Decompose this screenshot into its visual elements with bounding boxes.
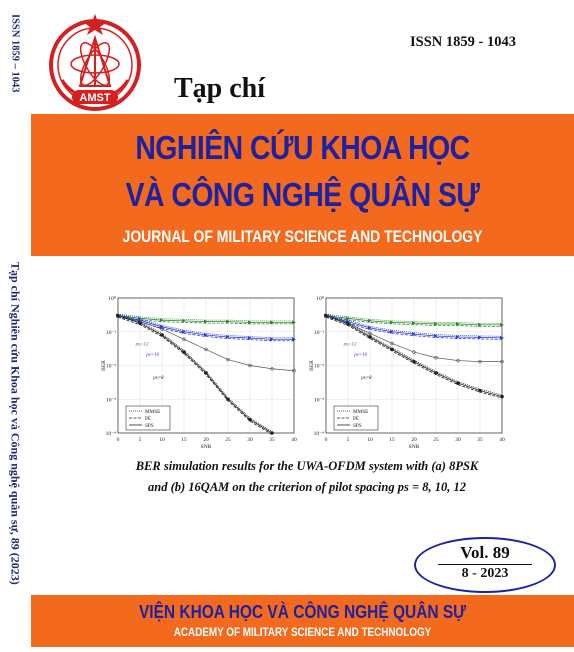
legend-label: PE xyxy=(353,416,360,422)
x-tick-label: 30 xyxy=(455,437,461,443)
y-tick-label: 10⁻³ xyxy=(105,397,116,404)
x-axis-label: SNR xyxy=(200,444,212,450)
publisher-banner xyxy=(31,595,574,647)
x-tick-label: 20 xyxy=(203,437,209,443)
publisher-name-vi: VIỆN KHOA HỌC VÀ CÔNG NGHỆ QUÂN SỰ xyxy=(138,602,467,622)
spine-issn xyxy=(4,14,26,104)
series-annotation: ps=12 xyxy=(343,342,357,348)
data-point xyxy=(478,389,482,393)
title-line-2: VÀ CÔNG NGHỆ QUÂN SỰ xyxy=(125,176,480,213)
legend-label: SPS xyxy=(353,423,362,429)
x-tick-label: 10 xyxy=(367,437,373,443)
figure-caption-line-1: BER simulation results for the UWA-OFDM system with (a) 8PSK xyxy=(135,459,479,473)
legend-label: SPS xyxy=(145,423,154,429)
spine-title-text: Tạp chí Nghiên cứu Khoa học và Công nghệ quân sự, 89 (2023) xyxy=(8,262,23,585)
data-point xyxy=(346,322,350,326)
chart-svg xyxy=(308,290,512,455)
y-tick-label: 10⁻¹ xyxy=(313,329,324,336)
amst-logo xyxy=(40,8,150,118)
amst-logo-icon xyxy=(40,8,150,118)
x-tick-label: 35 xyxy=(477,437,483,443)
data-point xyxy=(116,314,120,318)
data-point xyxy=(324,314,328,318)
x-tick-label: 0 xyxy=(324,437,328,443)
volume-number: Vol. 89 xyxy=(460,543,510,562)
series-annotation: ps=10 xyxy=(146,353,159,359)
series-annotation: ps=12 xyxy=(135,342,149,348)
x-tick-label: 5 xyxy=(138,437,142,443)
data-point xyxy=(226,397,230,401)
x-tick-label: 15 xyxy=(181,437,187,443)
x-tick-label: 40 xyxy=(499,437,505,443)
y-tick-label: 10⁻² xyxy=(313,363,324,370)
data-point xyxy=(138,321,142,325)
spine-title xyxy=(4,262,26,592)
x-tick-label: 25 xyxy=(225,437,231,443)
data-point xyxy=(248,418,252,422)
x-tick-label: 10 xyxy=(159,437,165,443)
y-tick-label: 10⁻³ xyxy=(313,397,324,404)
y-tick-label: 10⁻² xyxy=(105,363,116,370)
spine-issn-text: ISSN 1859 – 1043 xyxy=(9,14,21,93)
x-tick-label: 25 xyxy=(433,437,439,443)
ber-chart-16qam xyxy=(308,290,512,455)
x-tick-label: 35 xyxy=(269,437,275,443)
data-point xyxy=(204,371,208,375)
issn-label: ISSN 1859 - 1043 xyxy=(410,34,516,50)
y-tick-label: 10⁻¹ xyxy=(105,329,116,336)
series-annotation: ps=8 xyxy=(153,376,164,381)
data-point xyxy=(368,335,372,339)
y-axis-label: BER xyxy=(309,360,315,371)
x-tick-label: 30 xyxy=(247,437,253,443)
chart-svg xyxy=(100,290,304,455)
series-annotation: ps=10 xyxy=(354,353,367,359)
data-point xyxy=(412,360,416,364)
y-tick-label: 10⁰ xyxy=(316,296,324,302)
logo-text: AMST xyxy=(79,92,111,104)
data-point xyxy=(182,350,186,354)
data-point xyxy=(434,371,438,375)
journal-label: Tạp chí xyxy=(174,73,266,104)
x-tick-label: 20 xyxy=(411,437,417,443)
volume-badge xyxy=(414,537,556,593)
data-point xyxy=(500,395,504,399)
y-tick-label: 10⁰ xyxy=(108,296,116,302)
y-tick-label: 10⁻⁴ xyxy=(313,431,324,437)
x-tick-label: 15 xyxy=(389,437,395,443)
data-point xyxy=(390,348,394,352)
title-line-1: NGHIÊN CỨU KHOA HỌC xyxy=(135,129,470,166)
x-axis-label: SNR xyxy=(408,444,420,450)
title-english: JOURNAL OF MILITARY SCIENCE AND TECHNOLOGY xyxy=(122,227,483,246)
data-point xyxy=(456,381,460,385)
legend-label: PE xyxy=(145,416,152,422)
x-tick-label: 40 xyxy=(291,437,297,443)
issue-number: 8 - 2023 xyxy=(461,566,509,581)
legend-label: MMSE xyxy=(353,409,369,415)
data-point xyxy=(160,333,164,337)
y-tick-label: 10⁻⁴ xyxy=(105,431,116,437)
series-annotation: ps=8 xyxy=(361,376,372,381)
title-banner xyxy=(31,114,574,256)
legend-label: MMSE xyxy=(145,409,161,415)
publisher-name-en: ACADEMY OF MILITARY SCIENCE AND TECHNOLOGY xyxy=(173,627,432,639)
y-axis-label: BER xyxy=(101,360,107,371)
x-tick-label: 5 xyxy=(346,437,350,443)
volume-divider xyxy=(438,564,532,565)
ber-chart-8psk xyxy=(100,290,304,455)
figure-caption-line-2: and (b) 16QAM on the criterion of pilot spacing ps = 8, 10, 12 xyxy=(148,480,466,494)
x-tick-label: 0 xyxy=(116,437,120,443)
data-point xyxy=(270,431,274,435)
